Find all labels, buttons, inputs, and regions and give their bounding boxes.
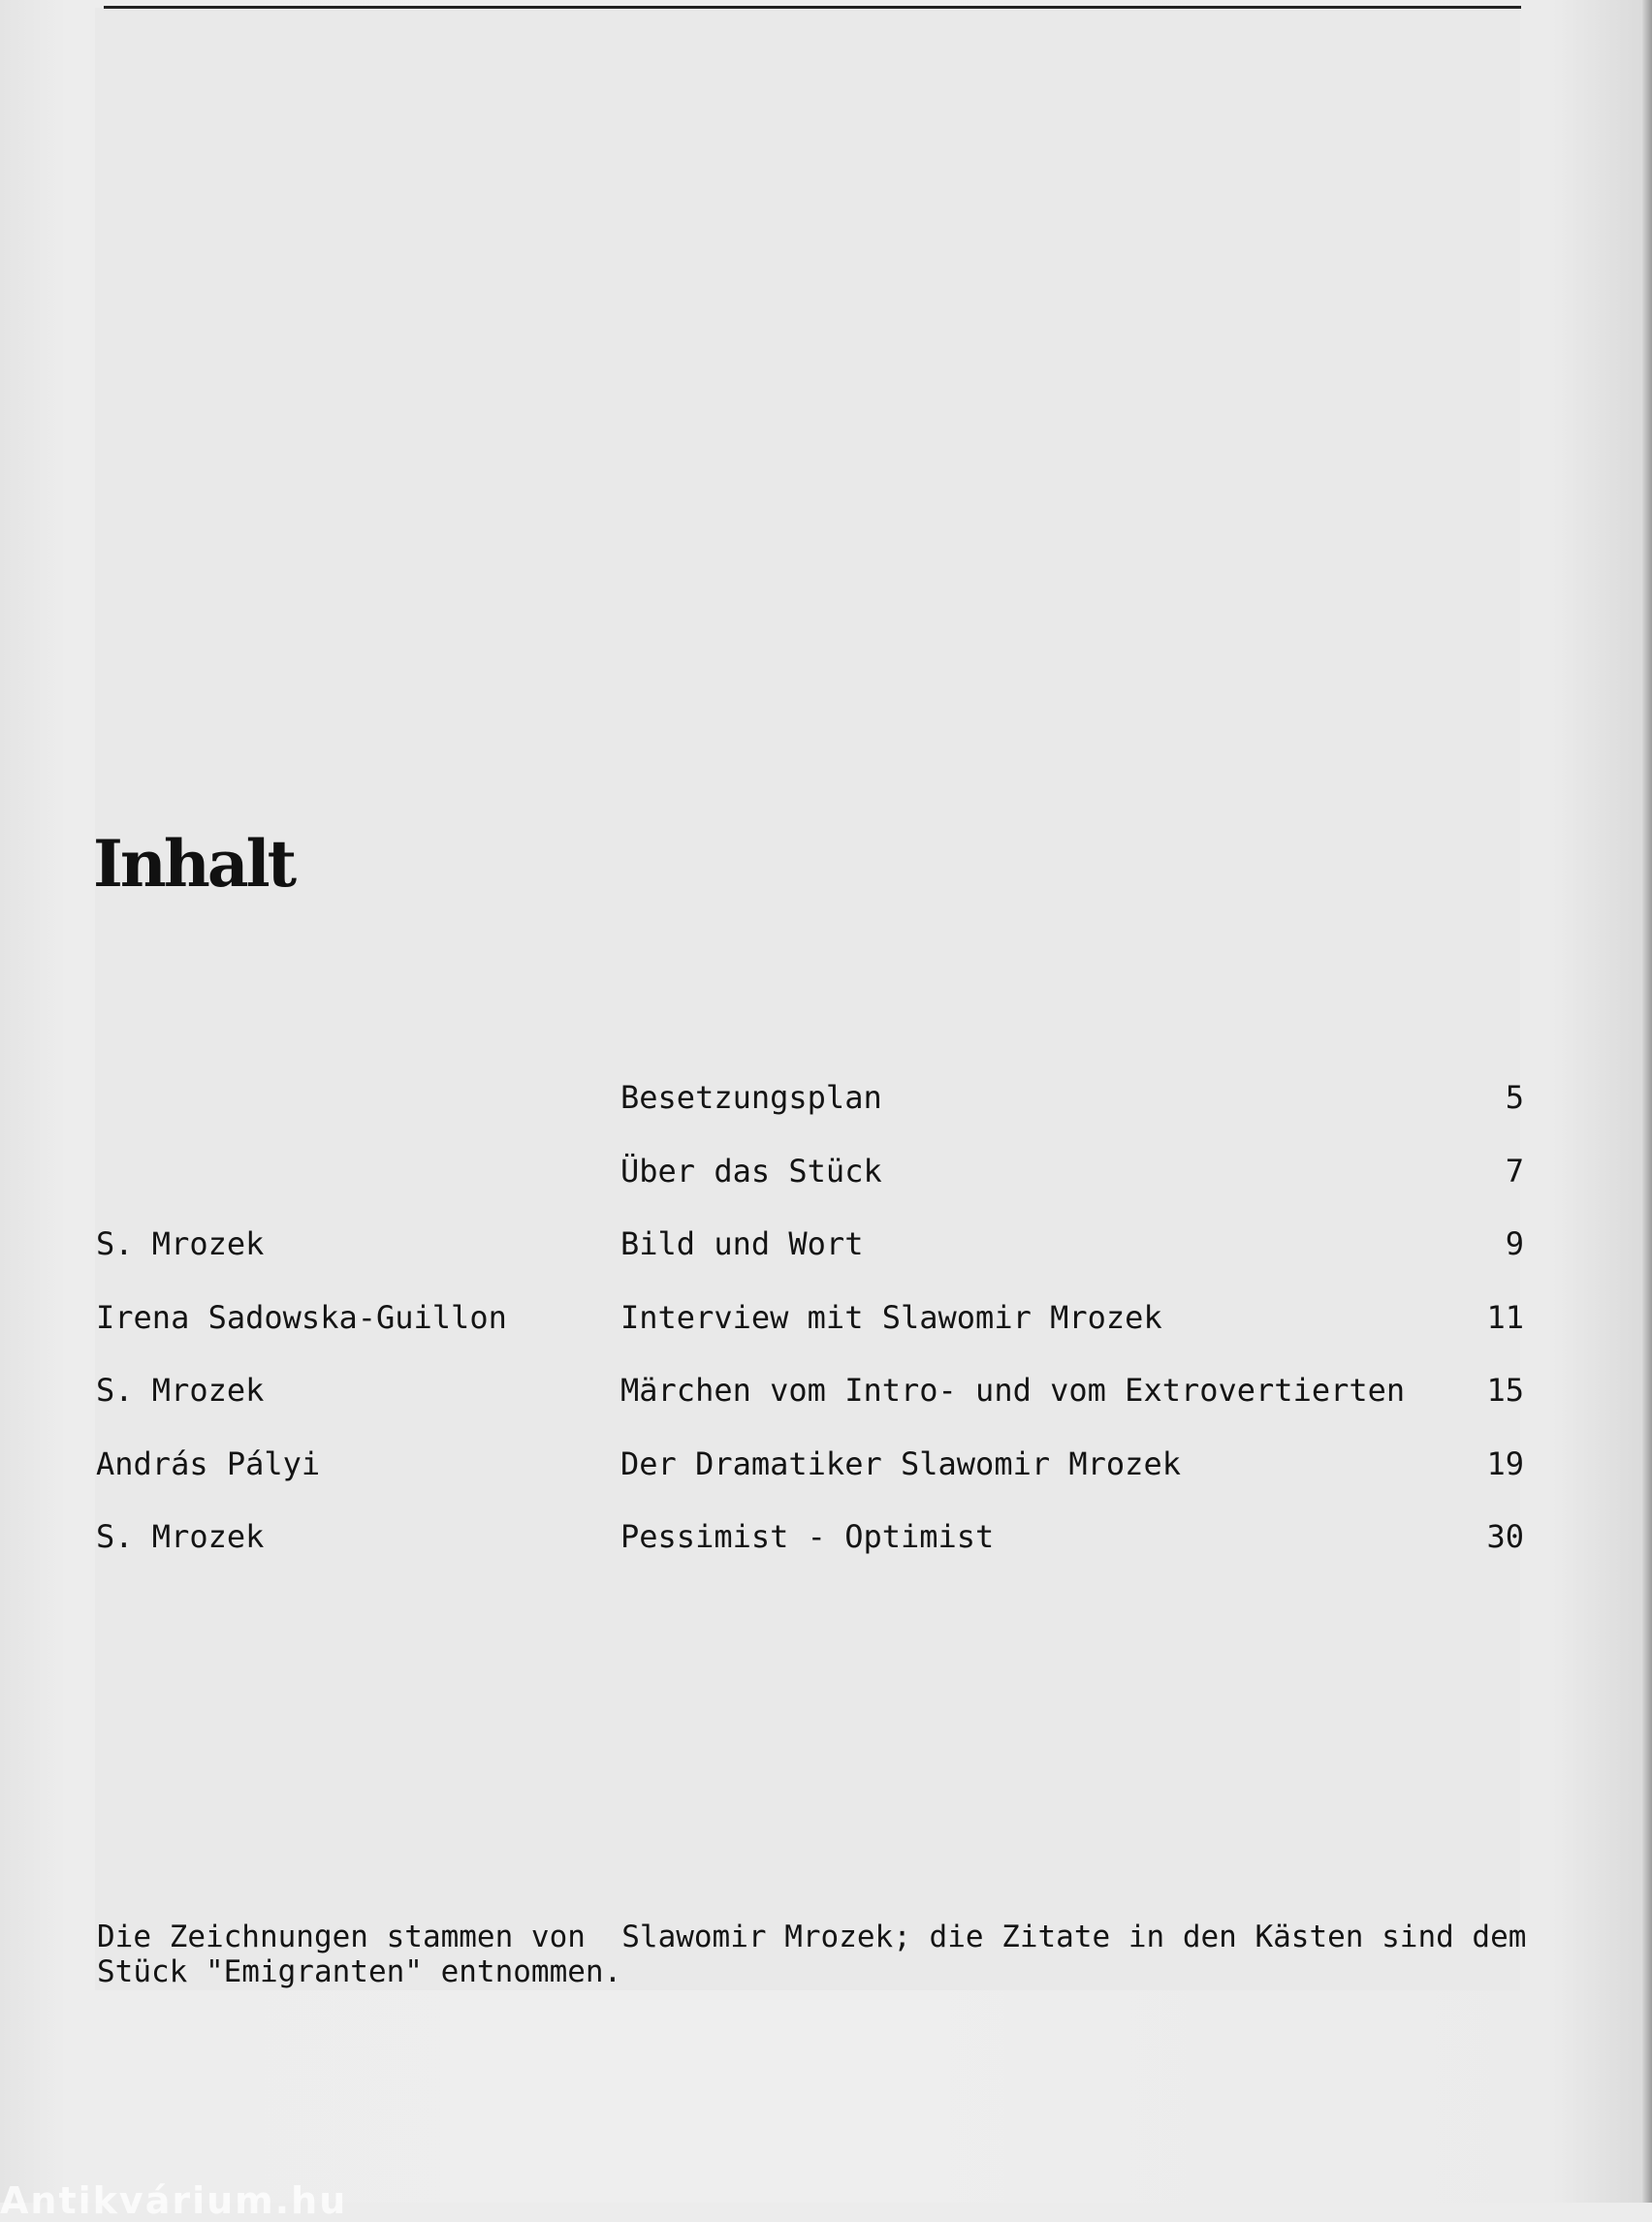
toc-author: S. Mrozek [96,1518,265,1555]
toc-entry [0,1283,1652,1356]
top-rule [104,6,1521,9]
toc-page-number: 30 [1486,1518,1524,1555]
table-of-contents [0,1063,1652,1575]
toc-author: Irena Sadowska-Guillon [96,1298,507,1336]
toc-entry [0,1209,1652,1283]
toc-entry [0,1063,1652,1136]
toc-author: S. Mrozek [96,1225,265,1262]
toc-title: Interview mit Slawomir Mrozek [620,1298,1162,1336]
printed-area [95,8,1520,1990]
toc-page-number: 7 [1505,1152,1524,1190]
toc-page-number: 9 [1505,1225,1524,1262]
footnote-line: Die Zeichnungen stammen von Slawomir Mrozek; die Zitate in den Kästen sind dem [97,1920,1527,1954]
toc-entry [0,1502,1652,1575]
toc-page-number: 15 [1486,1372,1524,1409]
toc-entry [0,1355,1652,1429]
toc-title: Pessimist - Optimist [620,1518,995,1555]
toc-title: Besetzungsplan [620,1079,882,1116]
toc-title: Über das Stück [620,1152,882,1190]
toc-author: András Pályi [96,1444,321,1482]
toc-title: Märchen vom Intro- und vom Extrovertierten [620,1372,1406,1409]
footnote-line: Stück "Emigranten" entnommen. [97,1954,622,1989]
toc-entry [0,1136,1652,1210]
toc-page-number: 5 [1505,1079,1524,1116]
toc-page-number: 19 [1486,1444,1524,1482]
page-title: Inhalt [93,826,295,902]
toc-page-number: 11 [1486,1298,1524,1336]
watermark: Antikvárium.hu [0,2179,348,2222]
footnote [97,1920,1532,1989]
toc-title: Der Dramatiker Slawomir Mrozek [620,1444,1181,1482]
toc-author: S. Mrozek [96,1372,265,1409]
toc-title: Bild und Wort [620,1225,864,1262]
toc-entry [0,1429,1652,1503]
